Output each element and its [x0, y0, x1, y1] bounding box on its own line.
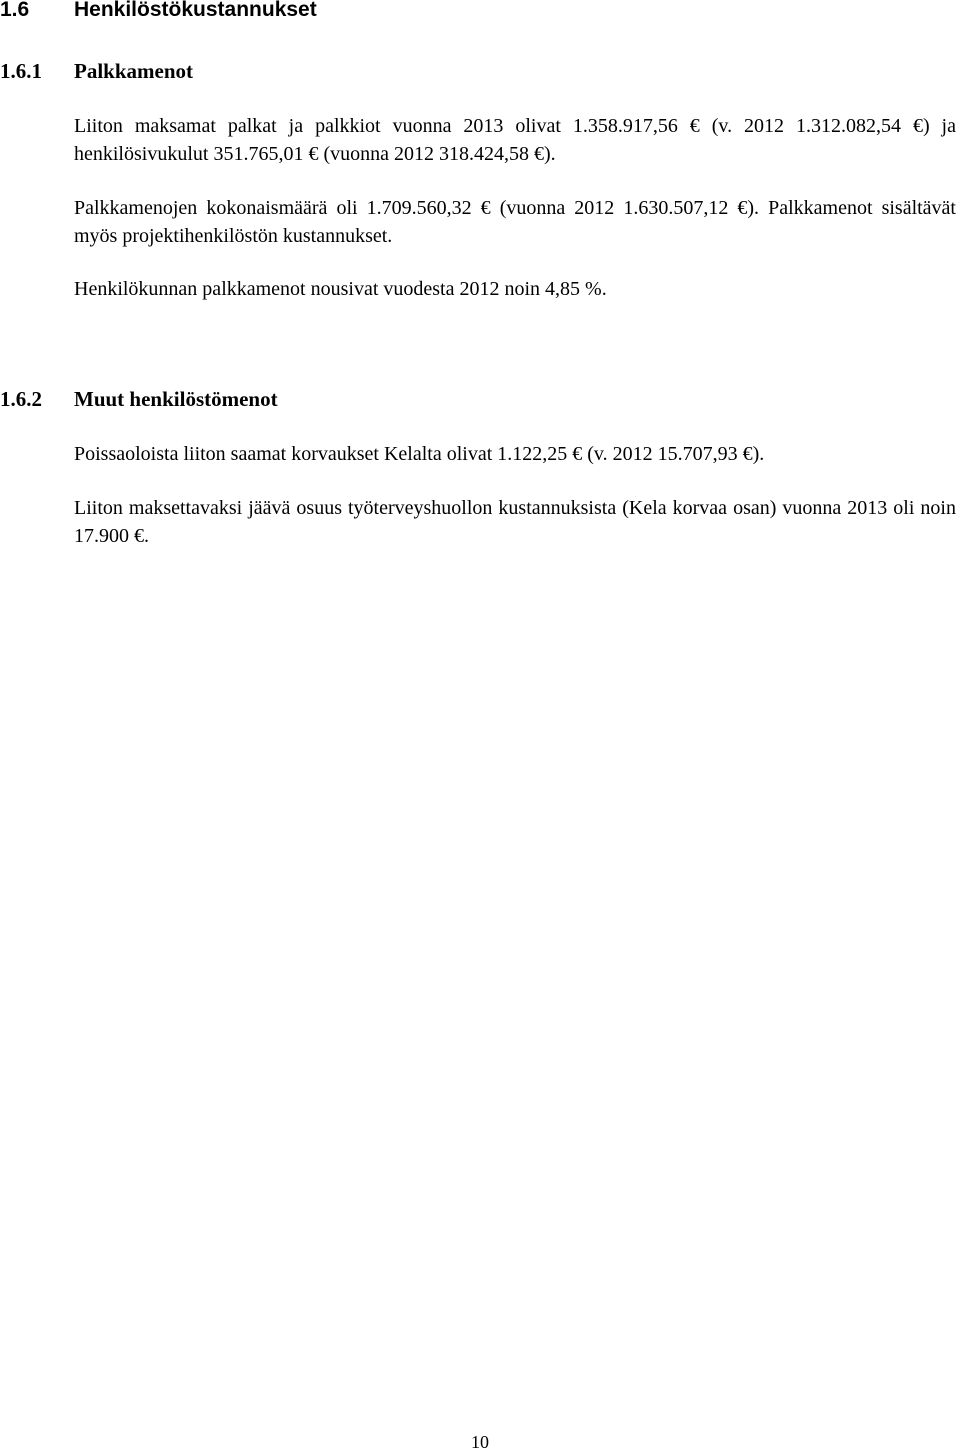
section-title: Henkilöstökustannukset	[74, 0, 317, 21]
paragraph-nousu: Henkilökunnan palkkamenot nousivat vuodesta 2012 noin 4,85 %.	[74, 278, 607, 300]
section-number: 1.6	[0, 0, 30, 21]
subsection-number: 1.6.2	[0, 387, 42, 411]
subsection-title: Muut henkilöstömenot	[74, 387, 278, 411]
paragraph-kokonaismaara: Palkkamenojen kokonaismäärä oli 1.709.560,32 € (vuonna 2012 1.630.507,12 €). Palkkamenot sisältävät myös projektihenkilöstön kustannukset.	[74, 197, 956, 247]
subsection-title: Palkkamenot	[74, 59, 194, 83]
subsection-number: 1.6.1	[0, 59, 42, 83]
paragraph-palkat: Liiton maksamat palkat ja palkkiot vuonna 2013 olivat 1.358.917,56 € (v. 2012 1.312.082,54 €) ja henkilösivukulut 351.765,01 € (vuonna 2012 318.424,58 €).	[74, 115, 956, 165]
paragraph-kela-korvaukset: Poissaoloista liiton saamat korvaukset Kelalta olivat 1.122,25 € (v. 2012 15.707,93 €).	[74, 443, 765, 465]
page-number: 10	[471, 1432, 489, 1452]
subsection-heading-muut-henkilostomenot	[0, 387, 278, 411]
subsection-heading-palkkamenot	[0, 59, 193, 83]
section-heading	[0, 0, 317, 22]
paragraph-tyoterveyshuolto: Liiton maksettavaksi jäävä osuus työterveyshuollon kustannuksista (Kela korvaa osan) vuonna 2013 oli noin 17.900 €.	[74, 497, 956, 547]
